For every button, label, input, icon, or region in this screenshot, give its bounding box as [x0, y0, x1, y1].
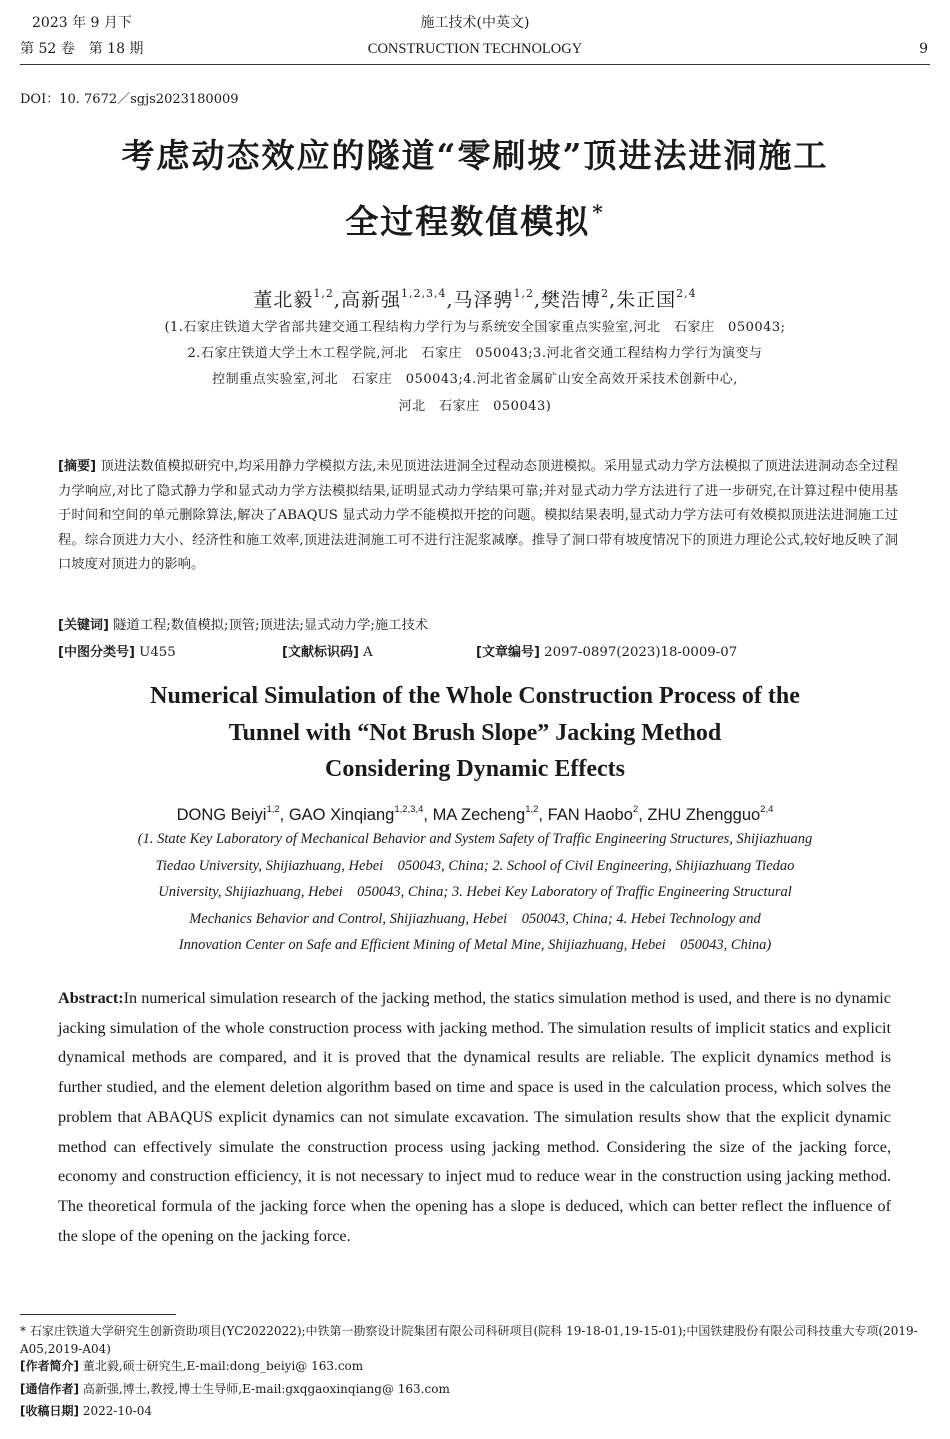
keywords-cn-label: [关键词] [58, 618, 109, 633]
affiliation-en-line: University, Shijiazhuang, Hebei 050043, China; 3. Hebei Key Laboratory of Traffic Engineering Structural [158, 884, 792, 900]
cn-author-name: 樊浩博 [541, 289, 602, 311]
cn-author-affiliation: 2,4 [676, 287, 697, 300]
abstract-cn-label: [摘要] [58, 459, 97, 474]
en-author-name: ZHU Zhengguo [647, 806, 761, 824]
corresponding-label: [通信作者] [20, 1382, 79, 1396]
author-intro-label: [作者简介] [20, 1359, 79, 1373]
cn-author-separator: , [534, 289, 542, 311]
cn-author-name: 马泽骋 [453, 289, 514, 311]
classification-row [58, 640, 898, 666]
author-intro-text: 董北毅,硕士研究生,E-mail:dong_beiyi@ 163.com [82, 1359, 364, 1373]
en-author-separator: , [538, 806, 548, 824]
corresponding-text: 高新强,博士,教授,博士生导师,E-mail:gxqgaoxinqiang@ 163.com [82, 1382, 450, 1396]
clc-label: [中图分类号] [58, 645, 135, 660]
issue-date: 2023 年 9 月下 [32, 15, 132, 31]
en-author-affiliation: 1,2 [525, 804, 539, 815]
abstract-en-text: In numerical simulation research of the jacking method, the statics simulation method is used, and there is no dynamic jacking simulation of the whole construction process with jacking method. The simulation results of implicit statics and explicit dynamical methods are compared, and it is proved that the dynamical results are reliable. The explicit dynamics method is further studied, and the element deletion algorithm based on time and space is used in the calculation process, which solves the problem that ABAQUS explicit dynamics can not simulate excavation. The simulation results show that the explicit dynamic method can effectively simulate the construction process using jacking method. Considering the size of the jacking force, economy and construction efficiency, it is not necessary to inject mud to reduce wear in the construction using jacking method. The theoretical formula of the jacking force when the opening has a slope is deduced, which can better reflect the influence of the slope of the opening on the jacking force. [58, 989, 891, 1245]
keywords-cn-text: 隧道工程;数值模拟;顶管;顶进法;显式动力学;施工技术 [113, 618, 429, 633]
title-en-line2: Tunnel with “Not Brush Slope” Jacking Method [228, 720, 722, 746]
en-author-separator: , [638, 806, 648, 824]
journal-name-en: CONSTRUCTION TECHNOLOGY [367, 41, 583, 57]
cn-author-affiliation: 1,2 [513, 287, 534, 300]
en-author-name: DONG Beiyi [176, 806, 267, 824]
funding-note: * 石家庄铁道大学研究生创新资助项目(YC2022022);中铁第一勘察设计院集团有限公司科研项目(院科 19-18-01,19-15-01);中国铁建股份有限公司科技重大专项(2019-A05,2019-A04) [20, 1324, 918, 1356]
affiliation-en-line: Tiedao University, Shijiazhuang, Hebei 050043, China; 2. School of Civil Engineering, Shijiazhuang Tiedao [155, 858, 795, 874]
doi[interactable]: DOI：10. 7672／sgjs2023180009 [20, 92, 239, 107]
title-en-line3: Considering Dynamic Effects [325, 756, 625, 782]
doc-code-value: A [363, 645, 373, 660]
en-author-name: FAN Haobo [547, 806, 633, 824]
keywords-cn [58, 614, 898, 639]
en-author-affiliation: 1,2,3,4 [394, 804, 424, 815]
funding-marker: * [592, 200, 605, 224]
title-cn-line1: 考虑动态效应的隧道“零刷坡”顶进法进洞施工 [121, 136, 829, 175]
cn-author-affiliation: 2 [601, 287, 610, 300]
abstract-en [58, 984, 891, 1251]
clc-value: U455 [139, 645, 176, 660]
authors-en [20, 798, 930, 827]
affiliation-cn-line: 控制重点实验室,河北 石家庄 050043;4.河北省金属矿山安全高效开采技术创新中心, [212, 372, 738, 387]
article-no-value: 2097-0897(2023)18-0009-07 [544, 645, 738, 660]
author-intro [20, 1358, 935, 1376]
cn-author-affiliation: 1,2,3,4 [400, 287, 447, 300]
cn-author-name: 朱正国 [616, 289, 677, 311]
title-en-line1: Numerical Simulation of the Whole Construction Process of the [150, 683, 800, 709]
volume-issue: 第 52 卷 第 18 期 [20, 41, 144, 57]
cn-author-affiliation: 1,2 [313, 287, 334, 300]
affiliation-cn-line: 2.石家庄铁道大学土木工程学院,河北 石家庄 050043;3.河北省交通工程结构力学行为演变与 [187, 346, 763, 361]
abstract-cn-text: 顶进法数值模拟研究中,均采用静力学模拟方法,未见顶进法进洞全过程动态顶进模拟。采用显式动力学方法模拟了顶进法进洞动态全过程力学响应,对比了隐式静力学和显式动力学方法模拟结果,证明显式动力学结果可靠;并对显式动力学方法进行了进一步研究,在计算过程中使用基于时间和空间的单元删除算法,解决了ABAQUS 显式动力学不能模拟开挖的问题。模拟结果表明,显式动力学方法可有效模拟顶进法进洞施工过程。综合顶进力大小、经济性和施工效率,顶进法进洞施工可不进行注泥浆减摩。推导了洞口带有坡度情况下的顶进力理论公式,较好地反映了洞口坡度对顶进力的影响。 [58, 459, 899, 573]
corresponding-author [20, 1381, 935, 1399]
cn-author-name: 高新强 [340, 289, 401, 311]
en-author-affiliation: 2 [632, 804, 639, 815]
journal-name-cn: 施工技术(中英文) [420, 15, 530, 31]
page-number: 9 [919, 41, 928, 57]
article-no-label: [文章编号] [476, 645, 540, 660]
abstract-en-label: Abstract: [58, 989, 124, 1007]
en-author-separator: , [279, 806, 289, 824]
cn-author-name: 董北毅 [253, 289, 314, 311]
cn-author-separator: , [333, 289, 341, 311]
affiliation-en-line: Mechanics Behavior and Control, Shijiazhuang, Hebei 050043, China; 4. Hebei Technology and [189, 911, 761, 927]
received-label: [收稿日期] [20, 1404, 79, 1418]
header-rule [20, 64, 930, 65]
title-cn-line2-text: 全过程数值模拟 [345, 202, 591, 241]
en-author-affiliation: 2,4 [760, 804, 774, 815]
affiliation-cn-line: 河北 石家庄 050043) [398, 399, 552, 414]
doc-code-label: [文献标识码] [282, 645, 359, 660]
received-text: 2022-10-04 [82, 1404, 152, 1418]
affiliation-en-line: Innovation Center on Safe and Efficient Mining of Metal Mine, Shijiazhuang, Hebei 050043, China) [178, 937, 772, 953]
cn-author-separator: , [609, 289, 617, 311]
cn-author-separator: , [446, 289, 454, 311]
title-cn-line2 [40, 186, 910, 248]
affiliation-en-line: (1. State Key Laboratory of Mechanical Behavior and System Safety of Traffic Engineering Structures, Shijiazhuang [137, 831, 813, 847]
article-number [476, 640, 737, 666]
affiliation-cn-line: (1.石家庄铁道大学省部共建交通工程结构力学行为与系统安全国家重点实验室,河北 石家庄 050043; [164, 320, 786, 335]
abstract-cn [58, 455, 898, 578]
document-code [282, 640, 373, 666]
clc-code [58, 640, 176, 666]
authors-cn [20, 280, 930, 314]
en-author-name: MA Zecheng [432, 806, 526, 824]
received-date [20, 1403, 935, 1421]
en-author-affiliation: 1,2 [266, 804, 280, 815]
footnote-rule [20, 1314, 176, 1315]
en-author-name: GAO Xinqiang [288, 806, 395, 824]
en-author-separator: , [423, 806, 433, 824]
